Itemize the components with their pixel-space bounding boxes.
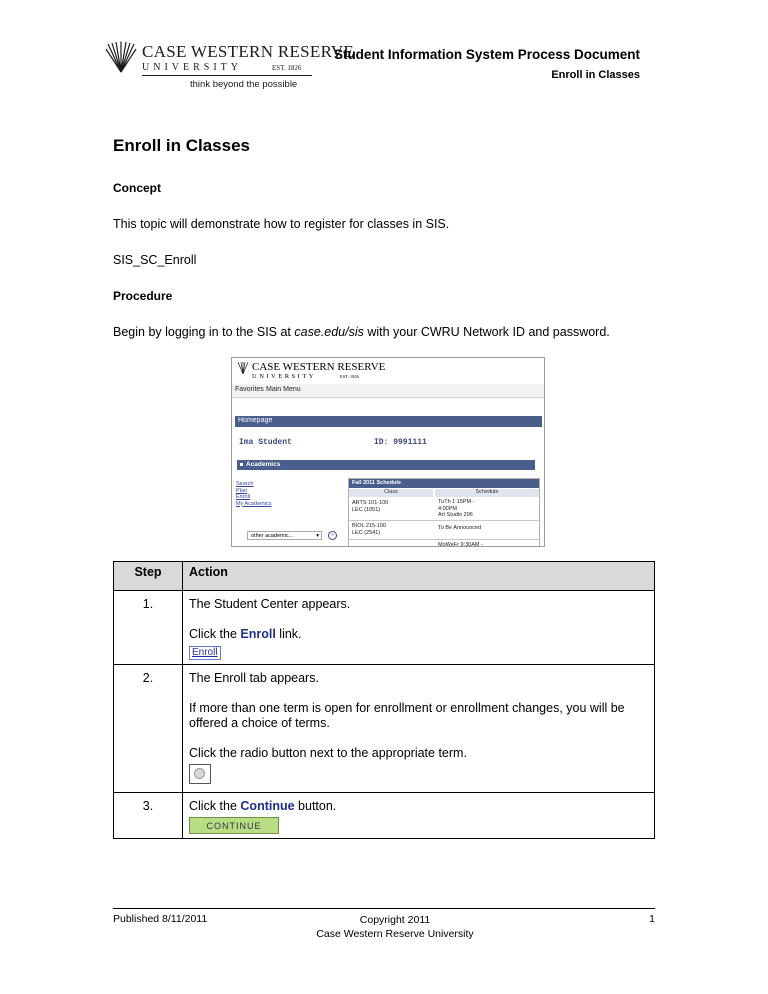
row-divider [349, 520, 539, 521]
row1-class: ARTS 101-100 LEC (1051) [352, 500, 389, 513]
mini-logo-est: EST. 1826 [340, 374, 359, 379]
other-academic-select[interactable]: other academic... ▾ [247, 531, 322, 540]
mini-logo-university: UNIVERSITY [252, 373, 316, 380]
enroll-link[interactable]: Enroll [189, 646, 221, 660]
academics-bar[interactable]: Academics [237, 460, 535, 470]
mini-seal-icon [236, 361, 250, 375]
document-subtitle: Enroll in Classes [551, 69, 640, 81]
step-row-3 [114, 793, 655, 839]
link-plan[interactable]: Plan [236, 487, 248, 494]
link-my-academics[interactable]: My Academics [236, 500, 272, 507]
logo-est: EST. 1826 [272, 64, 302, 72]
sis-url: case.edu/sis [294, 325, 364, 339]
document-title: Student Information System Process Document [333, 47, 640, 62]
logo-rule [142, 75, 312, 76]
step-number: 2. [114, 665, 183, 793]
logo-name: CASE WESTERN RESERVE [142, 42, 355, 61]
step-number: 1. [114, 591, 183, 665]
chevron-down-icon: ▾ [316, 533, 319, 539]
col-schedule: Schedule [435, 489, 539, 497]
footer-copyright: Copyright 2011 Case Western Reserve University [316, 914, 474, 940]
term-radio-button[interactable] [189, 764, 211, 784]
cwru-logo [104, 40, 355, 94]
topic-id: SIS_SC_Enroll [113, 253, 197, 267]
nav-main-menu[interactable]: Main Menu [266, 386, 301, 393]
step-row-1 [114, 591, 655, 665]
procedure-intro: Begin by logging in to the SIS at case.edu/sis with your CWRU Network ID and password. [113, 325, 610, 339]
schedule-title-bar: Fall 2011 Schedule [349, 479, 539, 488]
sis-navbar [232, 384, 544, 398]
col-action: Action [183, 562, 655, 591]
student-center-screenshot [231, 357, 545, 547]
collapse-icon[interactable] [240, 463, 243, 466]
row1-schedule: TuTh 1:15PM - 4:00PM Art Studio 206 [438, 499, 475, 518]
concept-heading: Concept [113, 181, 161, 195]
step-number: 3. [114, 793, 183, 839]
nav-favorites[interactable]: Favorites [235, 386, 264, 393]
step-action: Click the Continue button. CONTINUE [183, 793, 655, 839]
radio-icon [194, 768, 205, 779]
row3-schedule-partial: MoWeFr 9:30AM - [438, 542, 483, 547]
concept-text: This topic will demonstrate how to register for classes in SIS. [113, 217, 450, 231]
go-button[interactable]: » [328, 531, 337, 540]
step-action: The Enroll tab appears. If more than one term is open for enrollment or enrollment changes, you will be offered a choice of terms. Click the radio button next to the appropriate term. [183, 665, 655, 793]
row2-class: BIOL 215-100 LEC (2541) [352, 523, 387, 536]
steps-table [113, 561, 655, 839]
continue-button[interactable]: CONTINUE [189, 817, 279, 834]
steps-header-row [114, 562, 655, 591]
step-action: The Student Center appears. Click the Enroll link. Enroll [183, 591, 655, 665]
link-enroll[interactable]: Enroll [236, 494, 251, 500]
logo-tagline: think beyond the possible [190, 79, 298, 90]
page-number: 1 [649, 913, 655, 925]
footer-rule [113, 908, 655, 909]
student-name: Ima Student [239, 438, 292, 447]
academics-links [236, 481, 271, 507]
link-search[interactable]: Search [236, 481, 254, 487]
step-row-2 [114, 665, 655, 793]
procedure-heading: Procedure [113, 289, 173, 303]
homepage-bar: Homepage [235, 416, 542, 427]
student-id: ID: 9991111 [374, 438, 427, 447]
row2-schedule: To Be Announced [438, 525, 482, 531]
logo-university: UNIVERSITY [142, 62, 242, 73]
footer-published: Published 8/11/2011 [113, 913, 208, 925]
col-step: Step [114, 562, 183, 591]
col-class: Class [349, 489, 433, 497]
row-divider [349, 539, 539, 540]
page-title: Enroll in Classes [113, 136, 250, 155]
schedule-table [348, 478, 540, 547]
cwru-seal-icon [104, 40, 138, 74]
mini-logo-name: CASE WESTERN RESERVE [252, 361, 386, 373]
sis-topbar [232, 358, 544, 384]
